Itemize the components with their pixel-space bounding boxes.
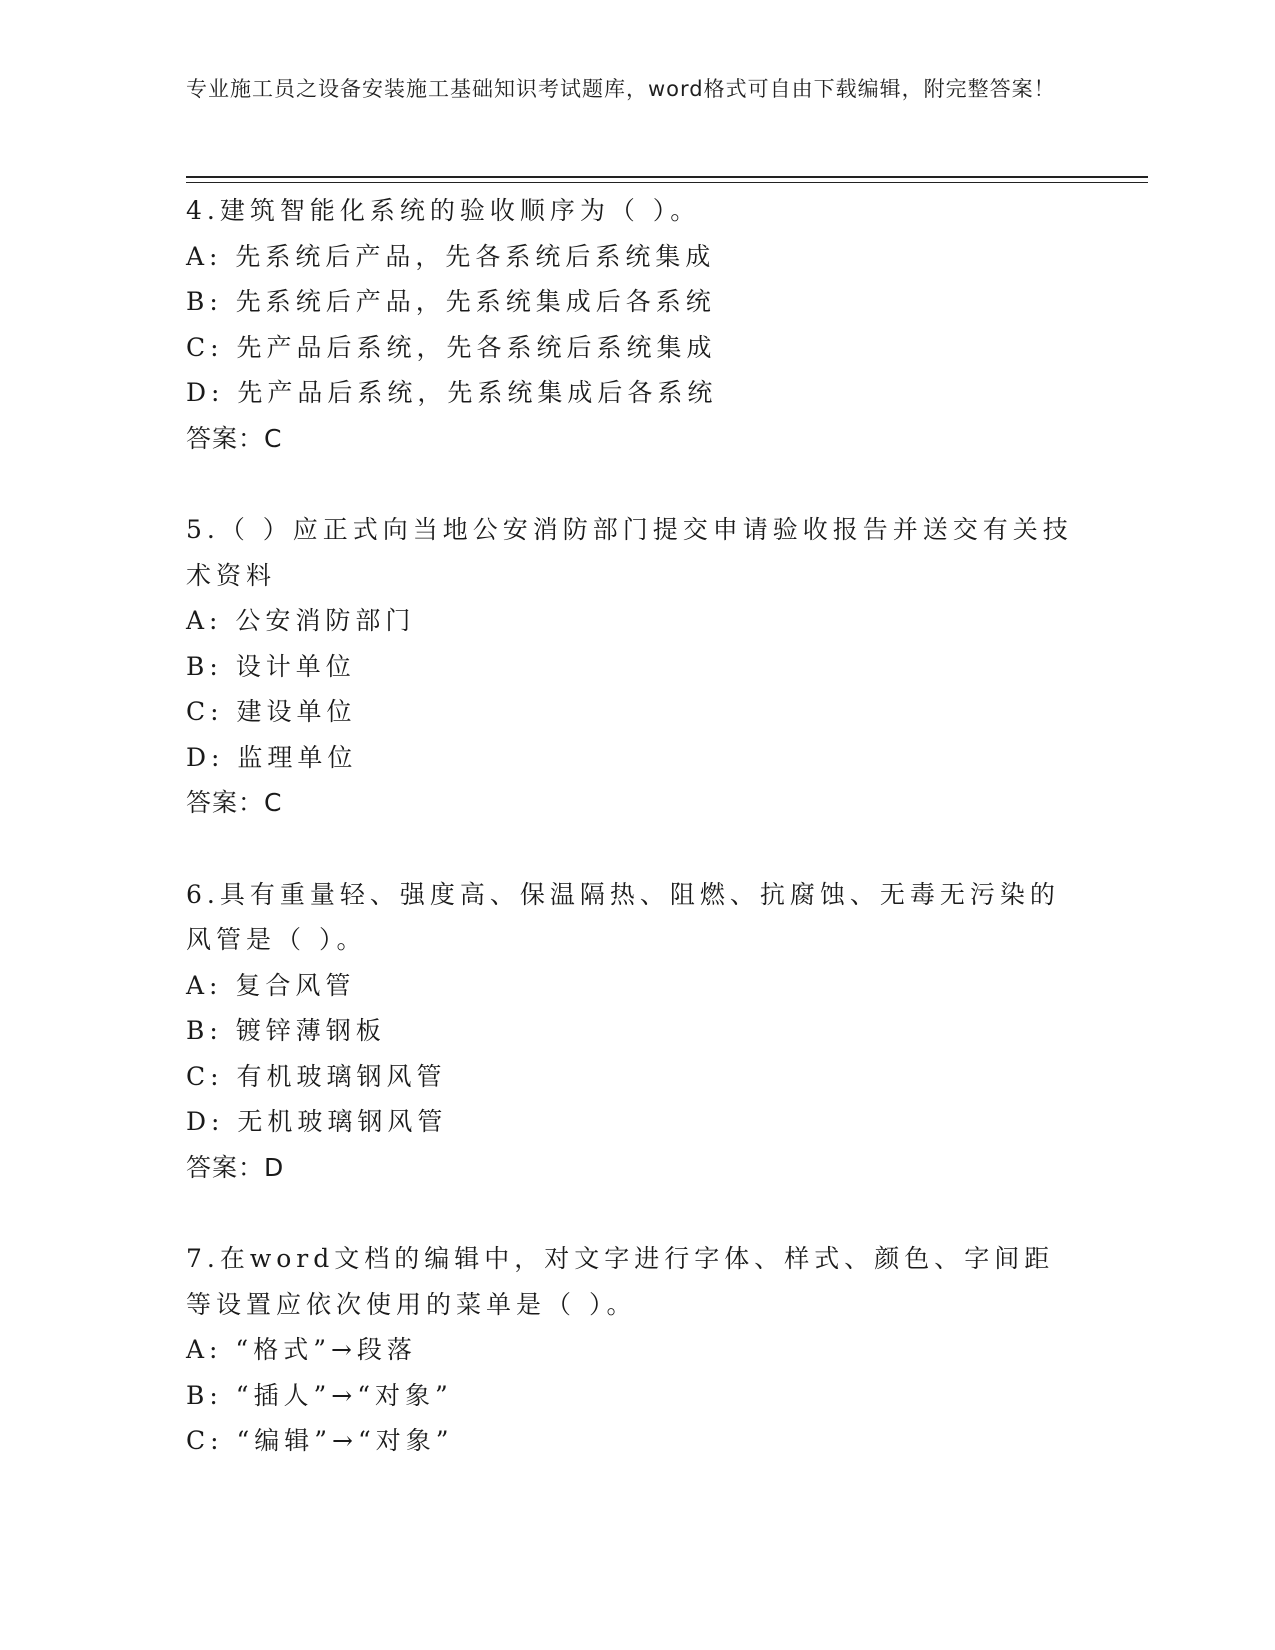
option-b: B: 镀锌薄钢板: [186, 1016, 386, 1045]
question-stem: 7.在word文档的编辑中，对文字进行字体、样式、颜色、字间距等设置应依次使用的菜单是（ ）。: [186, 1244, 1055, 1319]
answer-line: 答案：C: [186, 423, 283, 453]
question-6: [186, 872, 1076, 1191]
option-c: C: 先产品后系统，先各系统后系统集成: [186, 332, 717, 362]
question-5: [186, 507, 1076, 826]
question-stem: 5.（ ）应正式向当地公安消防部门提交申请验收报告并送交有关技术资料: [186, 515, 1073, 590]
answer-line: 答案：D: [186, 1152, 285, 1182]
question-7: [186, 1236, 1076, 1464]
header-divider-thick: [186, 176, 1148, 178]
option-d: D: 无机玻璃钢风管: [186, 1107, 448, 1136]
option-c: C: 有机玻璃钢风管: [186, 1061, 447, 1091]
option-a: A: 复合风管: [186, 970, 356, 1000]
document-header: 专业施工员之设备安装施工基础知识考试题库，word格式可自由下载编辑，附完整答案！: [186, 77, 1056, 101]
option-b: B: 设计单位: [186, 651, 356, 681]
question-stem: 6.具有重量轻、强度高、保温隔热、阻燃、抗腐蚀、无毒无污染的风管是（ ）。: [186, 879, 1060, 954]
answer-line: 答案：C: [186, 788, 283, 817]
option-a: A: 公安消防部门: [186, 606, 416, 635]
question-stem: 4.建筑智能化系统的验收顺序为（ ）。: [186, 196, 701, 225]
option-d: D: 先产品后系统，先系统集成后各系统: [186, 378, 718, 407]
option-a: A: 先系统后产品，先各系统后系统集成: [186, 241, 716, 271]
question-4: [186, 188, 1076, 461]
header-divider-thin: [186, 182, 1148, 183]
option-d: D: 监理单位: [186, 742, 358, 772]
option-a: A: “格式”→段落: [186, 1335, 417, 1364]
option-c: C: 建设单位: [186, 697, 357, 726]
option-c: C: “编辑”→“对象”: [186, 1426, 454, 1455]
option-b: B: “插人”→“对象”: [186, 1380, 453, 1410]
question-list: [186, 188, 1076, 1510]
option-b: B: 先系统后产品，先系统集成后各系统: [186, 287, 716, 316]
